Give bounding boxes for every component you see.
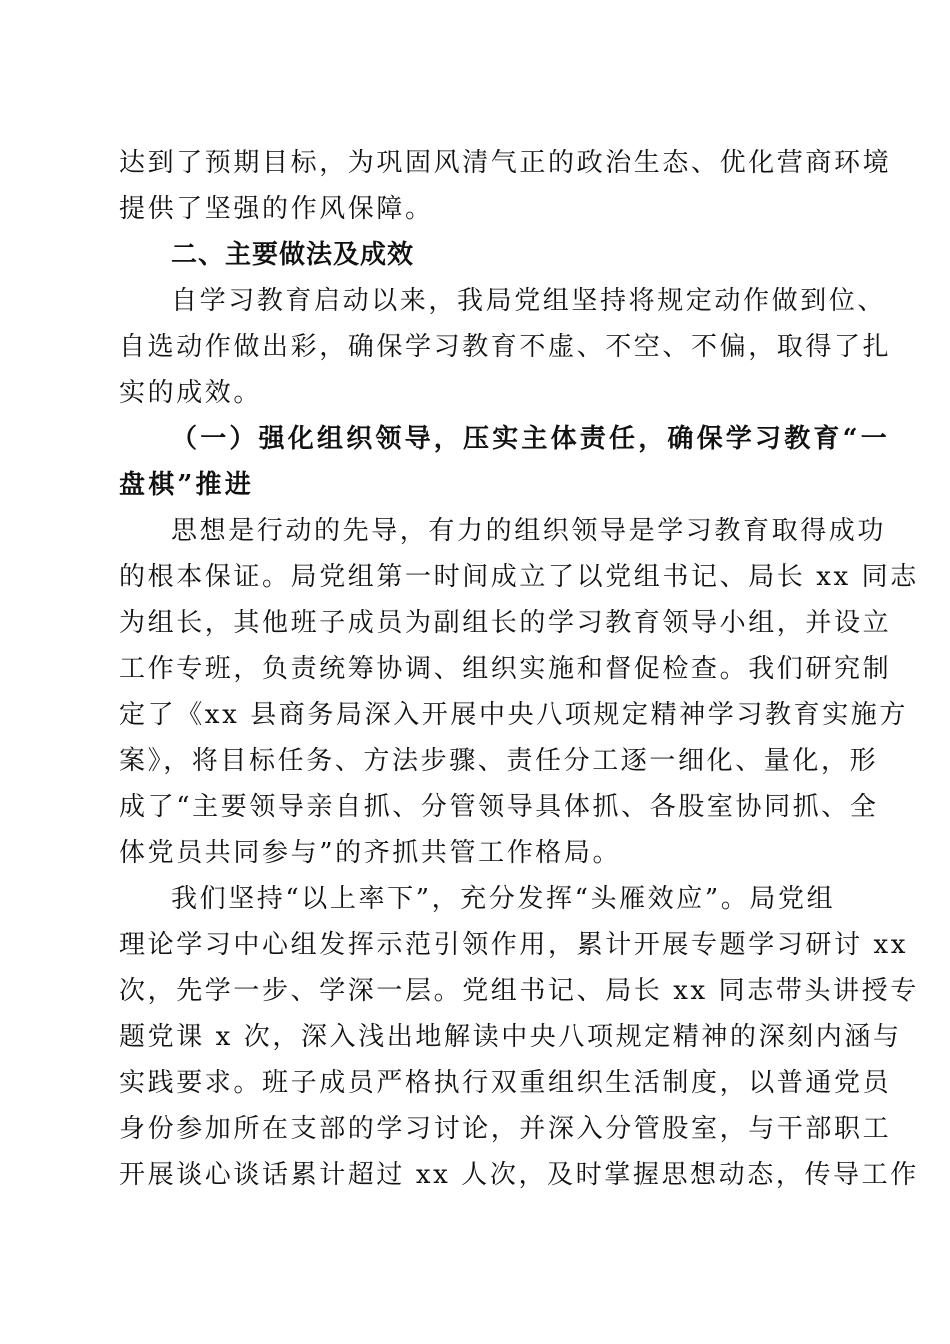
text-line: 达到了预期目标，为巩固风清气正的政治生态、优化营商环境 [119,148,892,178]
text-line: 工作专班，负责统筹协调、组织实施和督促检查。我们研究制 [119,654,892,684]
text-line: 实的成效。 [119,378,263,408]
text-line: 为组长，其他班子成员为副组长的学习教育领导小组，并设立 [119,608,892,638]
section-heading: 二、主要做法及成效 [171,240,415,270]
text-line: 身份参加所在支部的学习讨论，并深入分管股室，与干部职工 [119,1114,892,1144]
text-line: 题党课 x 次，深入浅出地解读中央八项规定精神的深刻内涵与 [119,1022,902,1052]
text-line: 我们坚持“以上率下”，充分发挥“头雁效应”。局党组 [171,884,836,914]
text-line: 成了“主要领导亲自抓、分管领导具体抓、各股室协同抓、全 [119,792,879,822]
text-line: 自学习教育启动以来，我局党组坚持将规定动作做到位、 [171,286,887,316]
text-line: 的根本保证。局党组第一时间成立了以党组书记、局长 xx 同志 [119,562,919,592]
text-line: 自选动作做出彩，确保学习教育不虚、不空、不偏，取得了扎 [119,332,892,362]
text-line: 案》，将目标任务、方法步骤、责任分工逐一细化、量化，形 [119,746,879,776]
text-line: 提供了坚强的作风保障。 [119,194,434,224]
text-line: 开展谈心谈话累计超过 xx 人次，及时掌握思想动态，传导工作 [119,1160,919,1190]
text-line: 体党员共同参与”的齐抓共管工作格局。 [119,838,622,868]
text-line: 次，先学一步、学深一层。党组书记、局长 xx 同志带头讲授专 [119,976,919,1006]
subsection-heading-continued: 盘棋”推进 [119,470,254,500]
text-line: 实践要求。班子成员严格执行双重组织生活制度，以普通党员 [119,1068,892,1098]
text-line: 定了《xx 县商务局深入开展中央八项规定精神学习教育实施方 [119,700,908,730]
subsection-heading: （一）强化组织领导，压实主体责任，确保学习教育“一 [171,424,890,454]
text-line: 思想是行动的先导，有力的组织领导是学习教育取得成功 [171,516,887,546]
text-line: 理论学习中心组发挥示范引领作用，累计开展专题学习研讨 xx [119,930,908,960]
